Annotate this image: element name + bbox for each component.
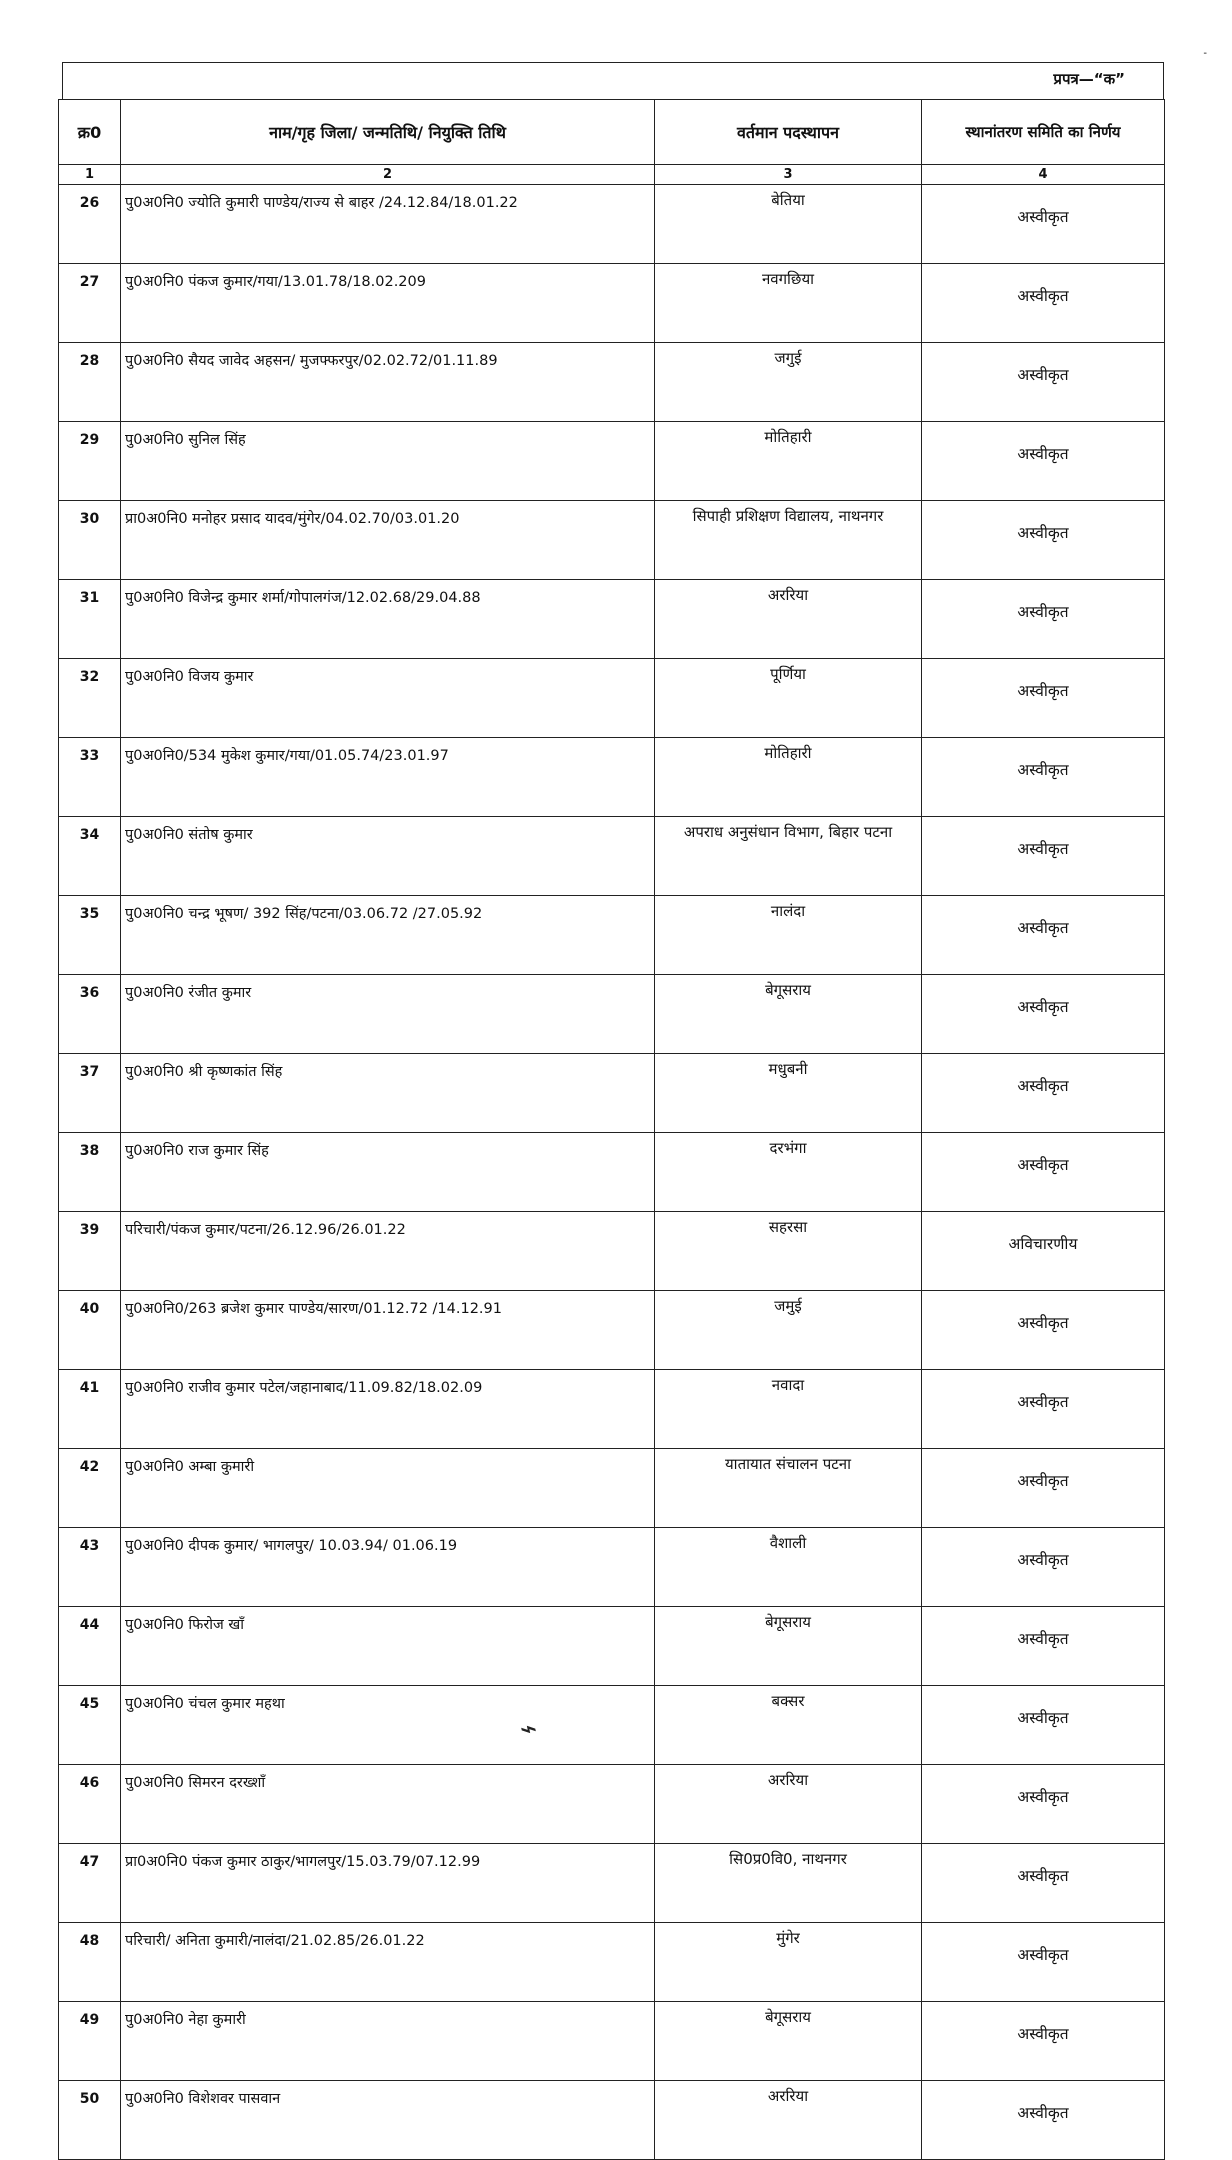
- row-committee-decision: अस्वीकृत: [922, 659, 1165, 738]
- row-committee-decision: अस्वीकृत: [922, 817, 1165, 896]
- row-serial: 38: [59, 1133, 121, 1212]
- table-body: [59, 185, 1165, 2160]
- row-serial: 44: [59, 1607, 121, 1686]
- table-row: [59, 1607, 1165, 1686]
- row-serial: 26: [59, 185, 121, 264]
- row-committee-decision: अस्वीकृत: [922, 1923, 1165, 2002]
- row-committee-decision: अस्वीकृत: [922, 1370, 1165, 1449]
- row-name-details: परिचारी/पंकज कुमार/पटना/26.12.96/26.01.22: [121, 1212, 655, 1291]
- row-serial: 42: [59, 1449, 121, 1528]
- row-name-details: पु0अ0नि0 नेहा कुमारी: [121, 2002, 655, 2081]
- row-name-details: पु0अ0नि0 राज कुमार सिंह: [121, 1133, 655, 1212]
- row-serial: 45: [59, 1686, 121, 1765]
- table-row: [59, 1370, 1165, 1449]
- header-decision: स्थानांतरण समिति का निर्णय: [922, 100, 1165, 165]
- table-row: [59, 1212, 1165, 1291]
- row-committee-decision: अस्वीकृत: [922, 2002, 1165, 2081]
- table-row: [59, 1528, 1165, 1607]
- row-current-posting: दरभंगा: [655, 1133, 922, 1212]
- row-name-details: प्रा0अ0नि0 पंकज कुमार ठाकुर/भागलपुर/15.03.79/07.12.99: [121, 1844, 655, 1923]
- row-serial: 35: [59, 896, 121, 975]
- row-name-details: पु0अ0नि0 सिमरन दरख्शाँ: [121, 1765, 655, 1844]
- table-row: [59, 1686, 1165, 1765]
- table-row: [59, 1133, 1165, 1212]
- table-header-row: [59, 100, 1165, 165]
- row-serial: 39: [59, 1212, 121, 1291]
- row-current-posting: नालंदा: [655, 896, 922, 975]
- table-row: [59, 896, 1165, 975]
- row-committee-decision: अस्वीकृत: [922, 1607, 1165, 1686]
- column-number: 1: [59, 165, 121, 185]
- row-current-posting: सि0प्र0वि0, नाथनगर: [655, 1844, 922, 1923]
- row-name-details: पु0अ0नि0 संतोष कुमार: [121, 817, 655, 896]
- row-serial: 48: [59, 1923, 121, 2002]
- row-serial: 33: [59, 738, 121, 817]
- table-row: [59, 975, 1165, 1054]
- row-serial: 50: [59, 2081, 121, 2160]
- column-number: 2: [121, 165, 655, 185]
- row-name-details: पु0अ0नि0 सुनिल सिंह: [121, 422, 655, 501]
- row-name-details: पु0अ0नि0 अम्बा कुमारी: [121, 1449, 655, 1528]
- row-committee-decision: अविचारणीय: [922, 1212, 1165, 1291]
- row-name-details: पु0अ0नि0 फिरोज खाँ: [121, 1607, 655, 1686]
- table-row: [59, 185, 1165, 264]
- row-committee-decision: अस्वीकृत: [922, 1291, 1165, 1370]
- table-row: [59, 2002, 1165, 2081]
- row-current-posting: अररिया: [655, 2081, 922, 2160]
- row-current-posting: यातायात संचालन पटना: [655, 1449, 922, 1528]
- table-row: [59, 2081, 1165, 2160]
- table-row: [59, 501, 1165, 580]
- table-row: [59, 1844, 1165, 1923]
- row-name-details: पु0अ0नि0 चन्द्र भूषण/ 392 सिंह/पटना/03.06.72 /27.05.92: [121, 896, 655, 975]
- row-name-details: पु0अ0नि0 चंचल कुमार महथा: [121, 1686, 655, 1765]
- header-sr: क्र0: [59, 100, 121, 165]
- row-name-details: पु0अ0नि0 दीपक कुमार/ भागलपुर/ 10.03.94/ 01.06.19: [121, 1528, 655, 1607]
- table-row: [59, 422, 1165, 501]
- row-committee-decision: अस्वीकृत: [922, 343, 1165, 422]
- row-current-posting: बेगूसराय: [655, 1607, 922, 1686]
- transfer-table: [58, 99, 1165, 2160]
- row-name-details: पु0अ0नि0 विजय कुमार: [121, 659, 655, 738]
- row-serial: 28: [59, 343, 121, 422]
- row-serial: 31: [59, 580, 121, 659]
- row-committee-decision: अस्वीकृत: [922, 1449, 1165, 1528]
- row-name-details: प्रा0अ0नि0 मनोहर प्रसाद यादव/मुंगेर/04.02.70/03.01.20: [121, 501, 655, 580]
- row-committee-decision: अस्वीकृत: [922, 580, 1165, 659]
- row-committee-decision: अस्वीकृत: [922, 1528, 1165, 1607]
- row-serial: 32: [59, 659, 121, 738]
- row-serial: 40: [59, 1291, 121, 1370]
- table-row: [59, 817, 1165, 896]
- row-current-posting: जमुई: [655, 1291, 922, 1370]
- row-committee-decision: अस्वीकृत: [922, 422, 1165, 501]
- table-row: [59, 1765, 1165, 1844]
- table-row: [59, 1054, 1165, 1133]
- row-committee-decision: अस्वीकृत: [922, 1133, 1165, 1212]
- row-name-details: पु0अ0नि0 विजेन्द्र कुमार शर्मा/गोपालगंज/12.02.68/29.04.88: [121, 580, 655, 659]
- header-posting: वर्तमान पदस्थापन: [655, 100, 922, 165]
- table-row: [59, 1923, 1165, 2002]
- row-committee-decision: अस्वीकृत: [922, 2081, 1165, 2160]
- row-committee-decision: अस्वीकृत: [922, 1686, 1165, 1765]
- row-name-details: पु0अ0नि0 ज्योति कुमारी पाण्डेय/राज्य से बाहर /24.12.84/18.01.22: [121, 185, 655, 264]
- row-name-details: पु0अ0नि0 रंजीत कुमार: [121, 975, 655, 1054]
- row-serial: 46: [59, 1765, 121, 1844]
- row-serial: 49: [59, 2002, 121, 2081]
- row-current-posting: बक्सर: [655, 1686, 922, 1765]
- row-committee-decision: अस्वीकृत: [922, 975, 1165, 1054]
- row-name-details: पु0अ0नि0/263 ब्रजेश कुमार पाण्डेय/सारण/01.12.72 /14.12.91: [121, 1291, 655, 1370]
- row-current-posting: वैशाली: [655, 1528, 922, 1607]
- row-name-details: पु0अ0नि0 श्री कृष्णकांत सिंह: [121, 1054, 655, 1133]
- row-current-posting: सिपाही प्रशिक्षण विद्यालय, नाथनगर: [655, 501, 922, 580]
- row-current-posting: बेगूसराय: [655, 975, 922, 1054]
- row-current-posting: नवगछिया: [655, 264, 922, 343]
- row-current-posting: नवादा: [655, 1370, 922, 1449]
- row-current-posting: अररिया: [655, 580, 922, 659]
- table-row: [59, 264, 1165, 343]
- row-name-details: पु0अ0नि0 विशेशवर पासवान: [121, 2081, 655, 2160]
- form-label-box: [62, 62, 1164, 99]
- row-current-posting: अपराध अनुसंधान विभाग, बिहार पटना: [655, 817, 922, 896]
- row-serial: 30: [59, 501, 121, 580]
- row-current-posting: जगुई: [655, 343, 922, 422]
- row-current-posting: बेगूसराय: [655, 2002, 922, 2081]
- table-row: [59, 580, 1165, 659]
- row-current-posting: मोतिहारी: [655, 738, 922, 817]
- row-committee-decision: अस्वीकृत: [922, 896, 1165, 975]
- row-current-posting: अररिया: [655, 1765, 922, 1844]
- column-number-row: [59, 165, 1165, 185]
- row-committee-decision: अस्वीकृत: [922, 1054, 1165, 1133]
- table-row: [59, 659, 1165, 738]
- row-committee-decision: अस्वीकृत: [922, 185, 1165, 264]
- row-serial: 27: [59, 264, 121, 343]
- row-name-details: पु0अ0नि0/534 मुकेश कुमार/गया/01.05.74/23.01.97: [121, 738, 655, 817]
- header-name: नाम/गृह जिला/ जन्मतिथि/ नियुक्ति तिथि: [121, 100, 655, 165]
- row-serial: 41: [59, 1370, 121, 1449]
- row-name-details: परिचारी/ अनिता कुमारी/नालंदा/21.02.85/26.01.22: [121, 1923, 655, 2002]
- row-name-details: पु0अ0नि0 राजीव कुमार पटेल/जहानाबाद/11.09.82/18.02.09: [121, 1370, 655, 1449]
- row-committee-decision: अस्वीकृत: [922, 738, 1165, 817]
- table-row: [59, 343, 1165, 422]
- row-current-posting: मुंगेर: [655, 1923, 922, 2002]
- row-serial: 43: [59, 1528, 121, 1607]
- signature-mark: ⌁: [516, 1710, 541, 1747]
- row-serial: 37: [59, 1054, 121, 1133]
- row-current-posting: बेतिया: [655, 185, 922, 264]
- table-row: [59, 1449, 1165, 1528]
- margin-mark: -: [1203, 48, 1207, 59]
- column-number: 3: [655, 165, 922, 185]
- row-name-details: पु0अ0नि0 पंकज कुमार/गया/13.01.78/18.02.209: [121, 264, 655, 343]
- row-serial: 47: [59, 1844, 121, 1923]
- row-current-posting: सहरसा: [655, 1212, 922, 1291]
- column-number: 4: [922, 165, 1165, 185]
- row-committee-decision: अस्वीकृत: [922, 264, 1165, 343]
- table-row: [59, 738, 1165, 817]
- row-committee-decision: अस्वीकृत: [922, 1844, 1165, 1923]
- table-row: [59, 1291, 1165, 1370]
- row-committee-decision: अस्वीकृत: [922, 1765, 1165, 1844]
- row-serial: 29: [59, 422, 121, 501]
- row-current-posting: पूर्णिया: [655, 659, 922, 738]
- row-name-details: पु0अ0नि0 सैयद जावेद अहसन/ मुजफ्फरपुर/02.02.72/01.11.89: [121, 343, 655, 422]
- row-current-posting: मधुबनी: [655, 1054, 922, 1133]
- row-serial: 34: [59, 817, 121, 896]
- row-committee-decision: अस्वीकृत: [922, 501, 1165, 580]
- row-current-posting: मोतिहारी: [655, 422, 922, 501]
- form-label: प्रपत्र—“क”: [1053, 70, 1125, 88]
- row-serial: 36: [59, 975, 121, 1054]
